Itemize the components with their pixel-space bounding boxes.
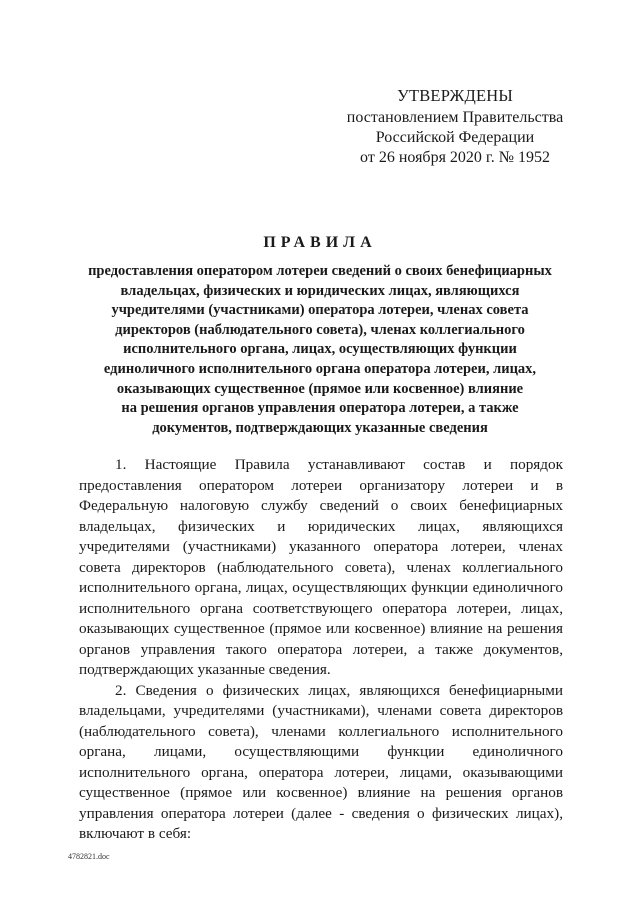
subtitle-line: владельцах, физических и юридических лицах, являющихся	[120, 282, 520, 299]
file-name-footer: 4782821.doc	[68, 852, 110, 861]
document-subtitle	[60, 262, 580, 438]
approval-line: Российской Федерации	[375, 129, 535, 146]
subtitle-line: предоставления оператором лотереи сведений о своих бенефициарных	[88, 263, 552, 279]
paragraph-1: 1. Настоящие Правила устанавливают состав и порядок предоставления оператором лотереи организатору лотереи и в Федеральную налоговую службу сведений о своих бенефициарных владельцах, физических и юридических лицах, являющихся учредителями (участниками) указанного оператора лотереи, членах совета директоров (наблюдательного совета), членах коллегиального исполнительного органа, лицах, осуществляющих функции единоличного исполнительного органа соответствующего оператора лотереи, лицах, оказывающих существенное (прямое или косвенное) влияние на решения органов управления такого оператора лотереи, а также документов, подтверждающих указанные сведения.	[79, 456, 563, 678]
approval-block	[340, 86, 570, 168]
subtitle-line: документов, подтверждающих указанные сведения	[152, 419, 488, 436]
subtitle-line: исполнительного органа, лицах, осуществляющих функции	[123, 341, 517, 358]
subtitle-line: единоличного исполнительного органа оператора лотереи, лицах,	[103, 360, 537, 377]
approval-line: постановлением Правительства	[346, 109, 564, 126]
subtitle-line: оказывающих существенное (прямое или косвенное) влияние	[116, 380, 524, 397]
approval-heading: УТВЕРЖДЕНЫ	[397, 86, 513, 105]
document-title: ПРАВИЛА	[263, 234, 377, 251]
paragraph-2: 2. Сведения о физических лицах, являющихся бенефициарными владельцами, учредителями (участниками), членами совета директоров (наблюдательного совета), членами коллегиального исполнительного органа, лицами, осуществляющими функции единоличного исполнительного органа, оператора лотереи, лицами, оказывающими существенное (прямое или косвенное) влияние на решения органов управления оператора лотереи (далее - сведения о физических лицах), включают в себя:	[79, 681, 563, 842]
subtitle-line: учредителями (участниками) оператора лотереи, членах совета	[111, 302, 529, 319]
subtitle-line: на решения органов управления оператора лотереи, а также	[121, 400, 519, 417]
document-body	[79, 455, 563, 845]
subtitle-line: директоров (наблюдательного совета), членах коллегиального	[115, 321, 525, 338]
approval-line: от 26 ноября 2020 г. № 1952	[360, 149, 550, 166]
